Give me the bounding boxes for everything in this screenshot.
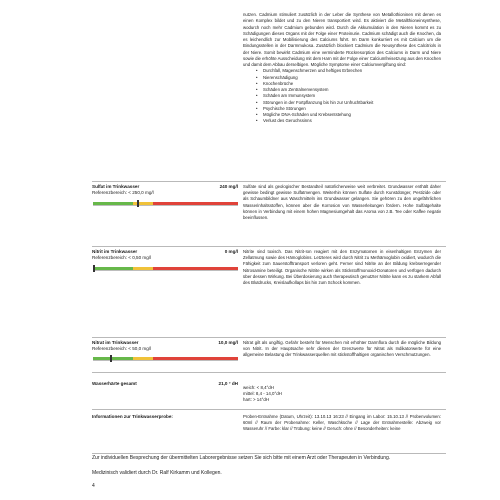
- nitrit-description: [243, 249, 441, 286]
- nitrat-description-text: Nitrat gilt als ungiftig. Gefahr besteht für Menschen mit erhöhter Darmflora durch die mögliche Bildung von Nitrit. In der Hauptsache sehr dienen der Grenzwerte für Nitrat als Indikatorwerte für eine allgemeine Belastung der Trinkwasserquellen mit stickstoffhaltigen organischen Verschmutzungen.: [243, 340, 441, 358]
- symptom-item: • Knochenbrüche: [256, 81, 441, 87]
- symptom-item: • Verlust des Geruchssinns: [256, 118, 441, 124]
- haerte-scale: [243, 385, 363, 404]
- gauge-marker: [93, 265, 95, 272]
- nitrit-gauge: [93, 267, 238, 273]
- symptom-item: • Psychische Störungen: [256, 106, 441, 112]
- symptom-item: • Nierenschädigung: [256, 75, 441, 81]
- nitrit-name: Nitrit im Trinkwasser: [92, 249, 138, 254]
- divider: [92, 246, 446, 247]
- haerte-name: Wasserhärte gesamt: [92, 381, 137, 386]
- divider: [92, 181, 446, 182]
- info-text: Proben-Entnahme (Datum, Uhrzeit): 13.10.13 16:23 // Eingang im Labor: 15.10.13 // Probenvolumen: 60ml // Raum der Probenahme: Keller, Waschküche // Lage der Entnahmestelle: Abzweig vor Wasseruhr // Farbe: klar // Trübung: keine // Geruch: ohne // Besonderheiten: keine: [243, 414, 441, 432]
- sulfat-reference: Referenzbereich: < 250,0 mg/l: [92, 190, 154, 195]
- footer-note: Zur individuellen Besprechung der übermittelten Laborergebnisse setzen Sie sich bitte mit einem Arzt oder Therapeuten in Verbindung.: [92, 455, 391, 461]
- divider: [92, 409, 446, 410]
- cadmium-paragraph: nutzen. Cadmium stimuliert zusätzlich in der Leber die Synthese von Metallothioninen mit denen es einen Komplex bildet und zu den Nieren transportiert wird. Es aktiviert die Metallthioneinsynthese, wodurch noch mehr Cadmium gebunden wird. Durch die Akkumulation in den Nieren kommt es zu Schädigungen dieses Organs mit der Folge einer Proteinurie. Cadmium schädigt auch die Knochen, da es leichendlich zur Mobilisierung des Calciums führt. Im Darm konkurriert es mit Calcium um die Bindungsstellen in der Darmmukosa. Zusätzlich blockiert Cadmium die Neusynthese des Calcitriols in der Niere. Somit bewirkt Cadmium eine verminderte Rückresorption des Calciums in Darm und Niere sowie die erhöhte Ausscheidung mit dem Harn mit der Folge einer Calciumfreisetzung aus den Knochen und damit dem Abbau derselbigen. Mögliche Symptome einer Calciumvergiftung sind:: [243, 12, 442, 67]
- nitrat-label: [92, 340, 151, 352]
- cadmium-continued-text: [243, 12, 441, 125]
- nitrat-reference: Referenzbereich: < 50,0 mg/l: [92, 346, 152, 351]
- info-label-text: Informationen zur Trinkwasserprobe:: [92, 414, 173, 419]
- sulfat-value: 240 mg/l: [219, 184, 238, 189]
- haerte-label: [92, 381, 137, 387]
- haerte-hard: hart: > 14°dH: [243, 397, 270, 403]
- gauge-marker: [110, 355, 112, 362]
- haerte-soft: weich: < 8,4°dH: [243, 385, 274, 390]
- gauge-marker: [137, 200, 139, 207]
- symptom-item: • Schäden am Zentralnervensystem: [256, 87, 441, 93]
- sulfat-name: Sulfat im Trinkwasser: [92, 184, 140, 189]
- nitrit-label: [92, 249, 151, 261]
- nitrit-value: 0 mg/l: [224, 249, 238, 254]
- sulfat-label: [92, 184, 154, 196]
- symptom-list: [243, 68, 441, 124]
- sulfat-description: [243, 184, 441, 221]
- page-number: 4: [92, 483, 95, 489]
- gauge-baseline: [93, 360, 238, 361]
- nitrat-name: Nitrat im Trinkwasser: [92, 340, 139, 345]
- haerte-medium: mittel: 8,4 - 14,0°dH: [243, 391, 282, 397]
- nitrat-value: 10,0 mg/l: [218, 340, 238, 345]
- symptom-item: • Störungen in der Fortpflanzung bis hin zur Unfruchtbarkeit: [256, 100, 441, 106]
- info-label: [92, 414, 202, 420]
- info-description: [243, 414, 441, 433]
- gauge-baseline: [93, 205, 238, 206]
- divider: [92, 372, 446, 373]
- divider: [92, 337, 446, 338]
- divider: [92, 453, 446, 454]
- symptom-item: • Schäden am Immunsystem: [256, 93, 441, 99]
- gauge-baseline: [93, 270, 238, 271]
- symptom-item: • Mögliche DNA-Schäden und Krebsentstehung: [256, 112, 441, 118]
- nitrat-gauge: [93, 357, 238, 363]
- sulfat-gauge: [93, 202, 238, 208]
- nitrat-description: [243, 340, 441, 359]
- sulfat-description-text: Sulfate sind als geologischer Bestandteil natürlicherweise weit verbreitet. Grundwasser enthält daher gewisse bedingt gewisse Sulfatmengen. Weiterhin können Sulfate durch Kunstdünger, Pestizide oder als Schaumbildner aus Waschmitteln ins Grundwasser gelangen. Sie gehören zu den ungefährlichen Wasserinhaltsstoffen, können aber die Korrosion von Wasserleitungen fördern. Hohe Sulfatgehalte können in Verbindung mit einem hohen Magnesiumgehalt das Aroma von z.B. Tee oder Kaffee negativ beeinflussen.: [243, 184, 441, 221]
- validation-note: Medizinisch validiert durch Dr. Ralf Kirkamm und Kollegen.: [92, 470, 222, 476]
- symptom-item: • Durchfall, Magenschmerzen und heftiges Erbrechen: [256, 68, 441, 74]
- nitrit-reference: Referenzbereich: < 0,50 mg/l: [92, 255, 152, 260]
- nitrit-description-text: Nitrite sind toxisch. Das Nitrit-Ion reagiert mit den Enzymatomen in eisenhaltigen Enzymen der Zellatmung sowie des Hämoglobins. Letzteres wird durch Nitrit zu Methämoglobin oxidiert, wodurch die Fähigkeit zum Sauerstofftransport verloren geht. Ferner sind Nitrite an der Bildung krebserregender Nitrosamine beteiligt. Organische Nitrite wirken als Stickstoffmonoxid-Donatoren und verfügen dadurch über dessen Wirkung. Bei Überdosierung auch therapeutisch genutzter Nitrite kann es zu starkem Abfall des Blutdrucks, Kreislaufkollaps bis hin zum Schock kommen.: [243, 249, 441, 286]
- haerte-value: 21,0 ° dH: [218, 381, 238, 386]
